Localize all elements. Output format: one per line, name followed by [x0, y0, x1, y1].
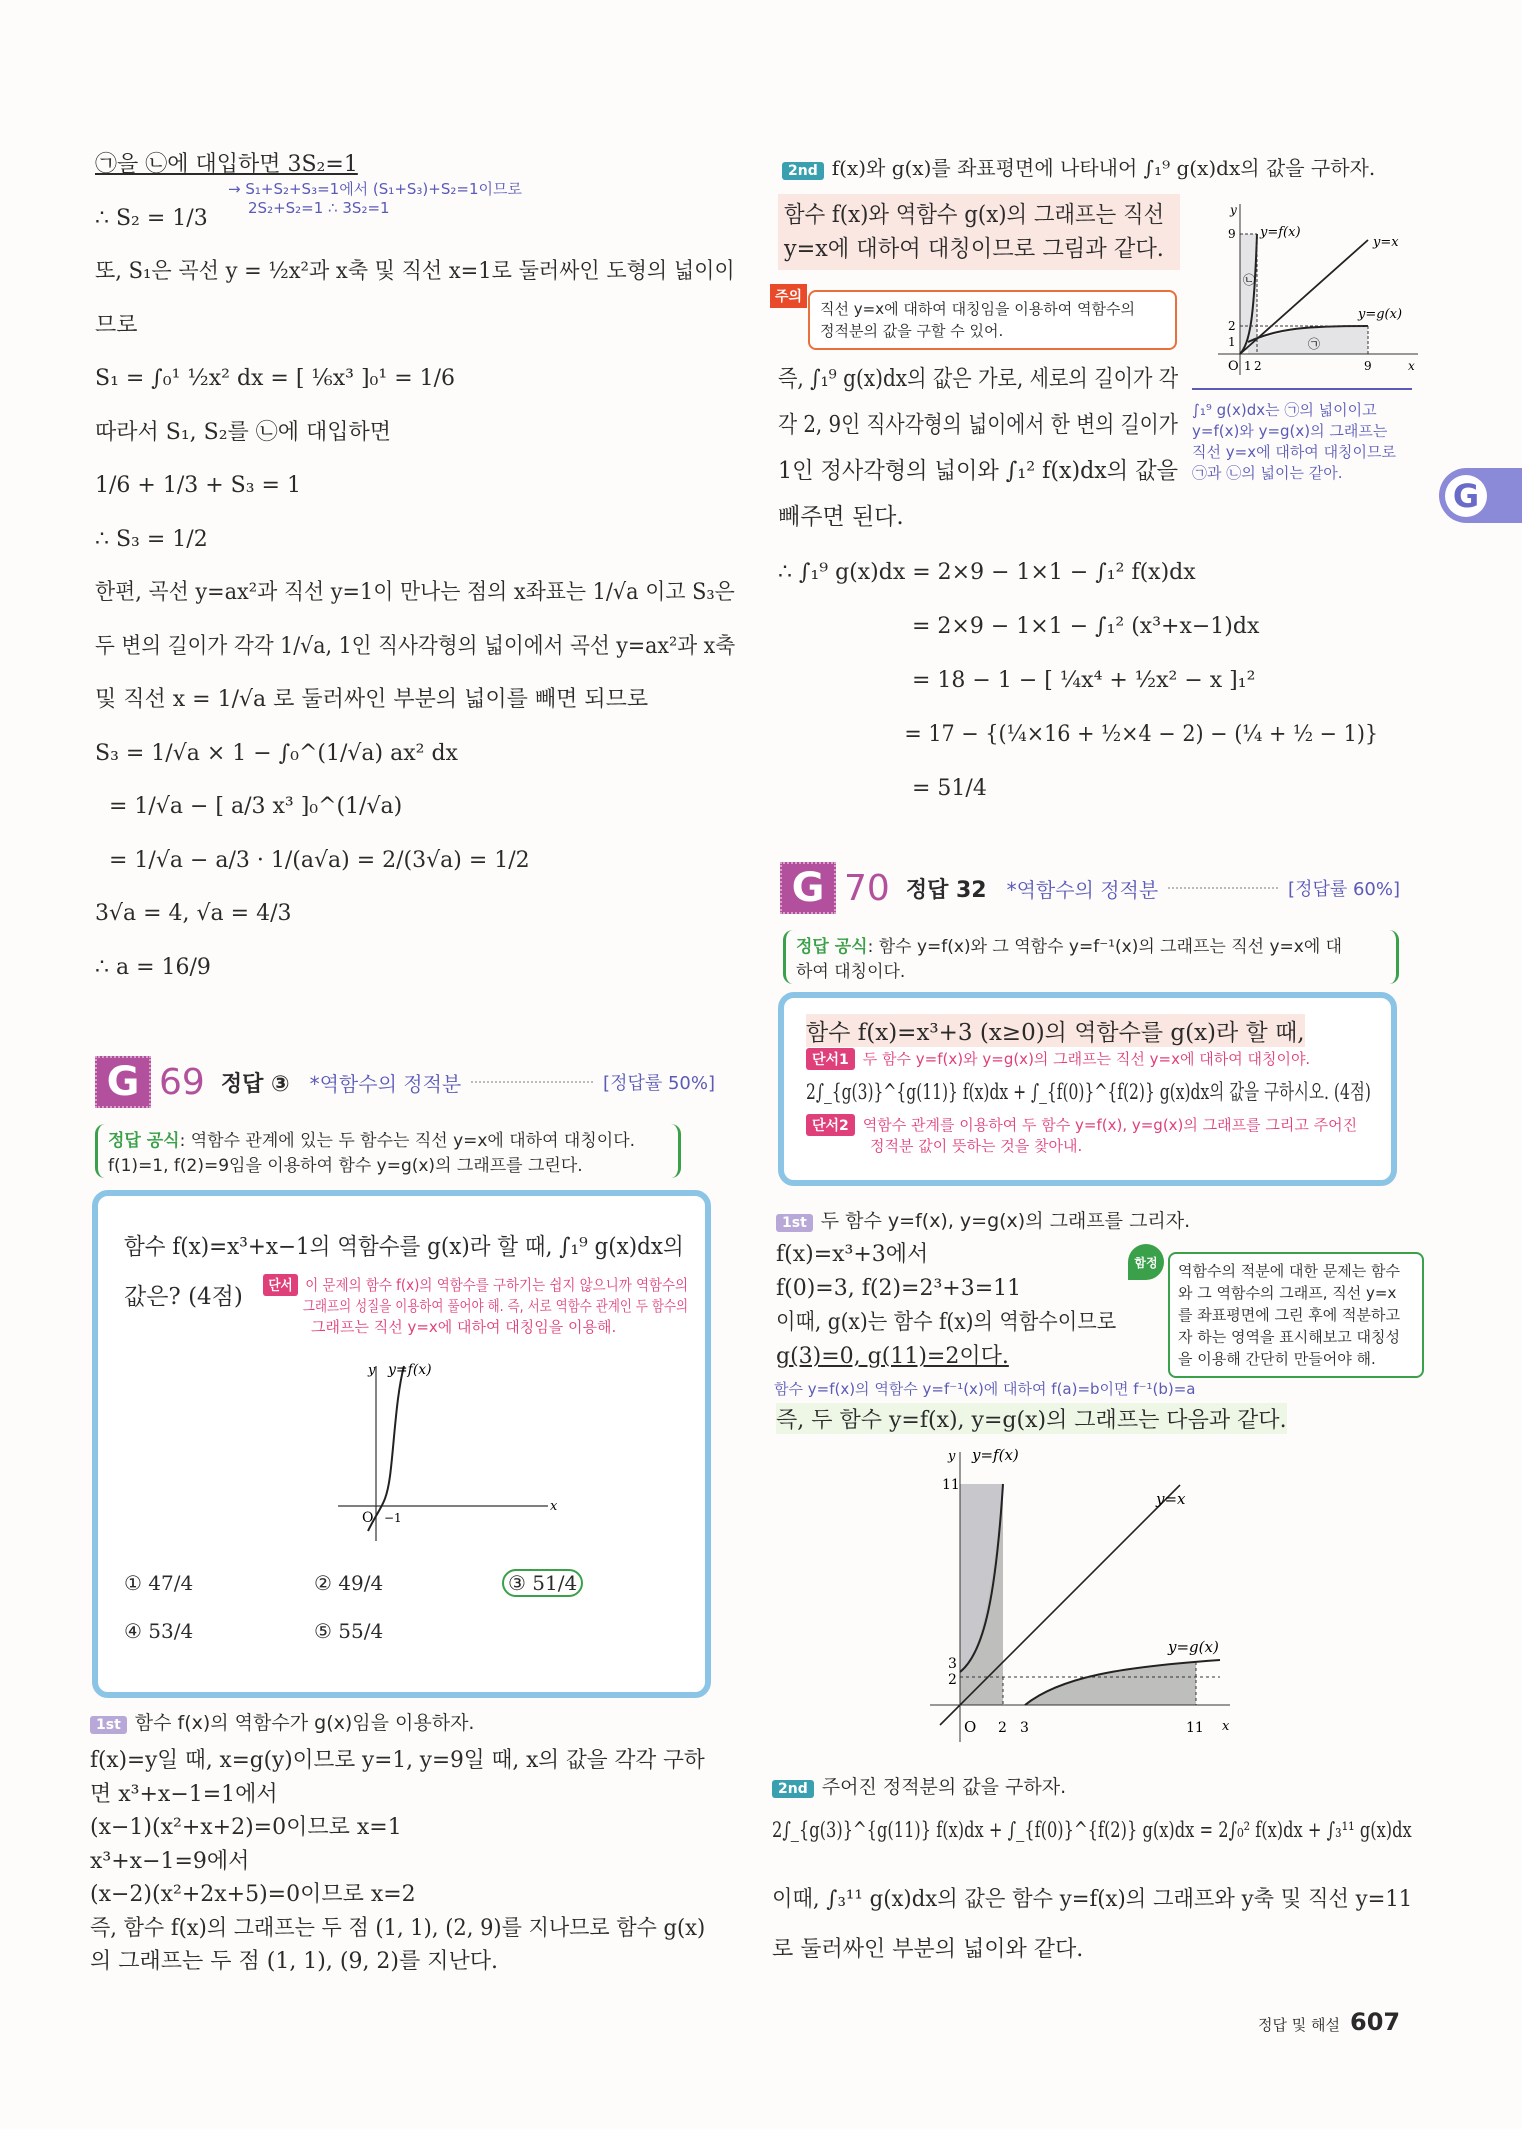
step-text: 함수 f(x)의 역함수가 g(x)임을 이용하자. [134, 1712, 475, 1734]
text-line: 므로 [95, 312, 138, 338]
tick-label: 11 [942, 1477, 960, 1493]
text-line: (x−2)(x²+2x+5)=0이므로 x=2 [90, 1882, 416, 1907]
formula-label: 정답 공식 [796, 937, 868, 957]
trap-box [1168, 1252, 1424, 1378]
tick-label: −1 [384, 1511, 402, 1525]
text-line: 역함수의 적분에 대한 문제는 함수 [1178, 1262, 1400, 1280]
text-line: 1인 정사각형의 넓이와 ∫₁² f(x)dx의 값을 [778, 458, 1178, 484]
text-line: (x−1)(x²+x+2)=0이므로 x=1 [90, 1815, 402, 1840]
text-line: = 2×9 − 1×1 − ∫₁² (x³+x−1)dx [912, 614, 1260, 639]
text-line: ∴ ∫₁⁹ g(x)dx = 2×9 − 1×1 − ∫₁² f(x)dx [778, 560, 1196, 585]
equation: 2∫_{g(3)}^{g(11)} f(x)dx + ∫_{f(0)}^{f(2)} g(x)dx = 2∫₀² f(x)dx + ∫₃¹¹ g(x)dx [772, 1818, 1412, 1842]
solution-line: 로 둘러싸인 부분의 넓이와 같다. [772, 1937, 1084, 1962]
hint-tag: 단서2 [806, 1114, 855, 1136]
tick-label: 9 [1228, 227, 1236, 241]
curve-label: y=g(x) [1168, 1638, 1219, 1656]
text-line: 한편, 곡선 y=ax²과 직선 y=1이 만나는 점의 x좌표는 1/√a 이고 S₃은 [95, 580, 735, 605]
choice-2[interactable]: ② 49/4 [314, 1571, 384, 1595]
trap-tag: 함정 [1128, 1244, 1164, 1280]
problem-69-solution [90, 1744, 735, 1979]
footer-label: 정답 및 해설 [1258, 2016, 1340, 2034]
step-text: 주어진 정적분의 값을 구하자. [821, 1776, 1067, 1798]
step-tag: 1st [776, 1214, 813, 1232]
hint-line: 그래프의 성질을 이용하여 풀어야 해. 즉, 서로 역함수 관계인 두 함수의 [302, 1297, 689, 1315]
problem-69-header [95, 1056, 715, 1108]
tick-label: 2 [948, 1672, 957, 1688]
problem-number: 69 [159, 1061, 205, 1103]
problem-text: 2∫_{g(3)}^{g(11)} f(x)dx + ∫_{f(0)}^{f(2)} g(x)dx의 값을 구하시오. (4점) [806, 1080, 1371, 1104]
hint-1 [806, 1048, 1310, 1070]
text-line: S₃ = 1/√a × 1 − ∫₀^(1/√a) ax² dx [95, 740, 458, 766]
graph-note [1192, 388, 1412, 484]
choices [124, 1571, 684, 1643]
text-line: 즉, 함수 f(x)의 그래프는 두 점 (1, 1), (2, 9)를 지나므로 함수 g(x) [90, 1915, 706, 1941]
problem-70-box [778, 992, 1397, 1186]
topic-label: *역함수의 정적분 [309, 1071, 462, 1096]
note-line: → S₁+S₂+S₃=1에서 (S₁+S₃)+S₂=1이므로 [228, 180, 522, 198]
page-number: 607 [1350, 2008, 1401, 2036]
text-line: f(0)=3, f(2)=2³+3=11 [776, 1276, 1022, 1301]
problem-text: 함수 f(x)=x³+3 (x≥0)의 역함수를 g(x)라 할 때, [806, 1014, 1305, 1047]
hint-line: 이 문제의 함수 f(x)의 역함수를 구하기는 쉽지 않으니까 역함수의 [305, 1276, 689, 1294]
problem-70-solution [776, 1238, 1147, 1374]
note-line: 직선 y=x에 대하여 대칭이므로 [1192, 443, 1397, 461]
text-line: 1/6 + 1/3 + S₃ = 1 [95, 473, 301, 498]
tick-label: 11 [1186, 1720, 1204, 1736]
solution-line: 즉, 두 함수 y=f(x), y=g(x)의 그래프는 다음과 같다. [776, 1403, 1287, 1434]
answer-formula [95, 1124, 681, 1178]
tick-label: 2 [1254, 359, 1262, 373]
text-line: x³+x−1=9에서 [90, 1848, 250, 1874]
formula-label: 정답 공식 [108, 1131, 180, 1151]
text-line: = 17 − {(¼×16 + ½×4 − 2) − (¼ + ½ − 1)} [904, 722, 1379, 747]
note-line: ∫₁⁹ g(x)dx는 ㉠의 넓이이고 [1192, 401, 1377, 419]
text-line: 의 그래프는 두 점 (1, 1), (9, 2)를 지난다. [90, 1949, 499, 1974]
problem-70-header [780, 862, 1400, 914]
chapter-badge: G [95, 1056, 151, 1108]
curve-label: y=f(x) [972, 1446, 1019, 1464]
text-line: = 51/4 [912, 776, 987, 801]
origin-label: O [1228, 359, 1239, 374]
tick-label: 2 [1228, 319, 1236, 333]
axis-label: x [550, 1499, 558, 1514]
choice-4[interactable]: ④ 53/4 [124, 1619, 194, 1643]
correct-rate: [정답률 50%] [603, 1073, 715, 1094]
problem-text: 값은? (4점) [124, 1284, 243, 1310]
axis-label: y [948, 1449, 956, 1464]
text-line: 을 이용해 간단히 만들어야 해. [1178, 1350, 1376, 1368]
text-line: S₁ = ∫₀¹ ½x² dx = [ ⅙x³ ]₀¹ = 1/6 [95, 366, 456, 391]
curve-label: y=f(x) [1260, 225, 1301, 240]
tick-label: 9 [1364, 359, 1372, 373]
step-2-heading [772, 1772, 1066, 1799]
step-tag: 2nd [772, 1780, 814, 1798]
highlight-line: y=x에 대하여 대칭이므로 그림과 같다. [784, 236, 1164, 262]
note-line: 2S₂+S₂=1 ∴ 3S₂=1 [248, 199, 390, 217]
caution-tag: 주의 [770, 284, 807, 308]
step-1-heading [90, 1708, 474, 1735]
text-line: 이때, g(x)는 함수 f(x)의 역함수이므로 [776, 1310, 1117, 1335]
hint-line: 역함수 관계를 이용하여 두 함수 y=f(x), y=g(x)의 그래프를 그리고 주어진 [862, 1116, 1358, 1134]
problem-text: 함수 f(x)=x³+x−1의 역함수를 g(x)라 할 때, ∫₁⁹ g(x)dx의 [124, 1234, 684, 1260]
hint-line: 정적분 값이 뜻하는 것을 찾아내. [870, 1137, 1083, 1155]
tick-label: 3 [948, 1656, 957, 1672]
note-line: ㉠과 ㉡의 넓이는 같아. [1192, 464, 1343, 482]
text-line: ㉠을 ㉡에 대입하면 3S₂=1 [95, 152, 358, 177]
hint-2 [806, 1114, 1357, 1156]
formula-text: f(1)=1, f(2)=9임을 이용하여 함수 y=g(x)의 그래프를 그린다. [108, 1156, 583, 1176]
text-line: 각 2, 9인 직사각형의 넓이에서 한 변의 길이가 [778, 412, 1178, 438]
problem-number: 70 [844, 867, 890, 909]
choice-1[interactable]: ① 47/4 [124, 1571, 194, 1595]
text-line: = 1/√a − [ a/3 x³ ]₀^(1/√a) [109, 794, 403, 819]
text-line: 및 직선 x = 1/√a 로 둘러싸인 부분의 넓이를 빼면 되므로 [95, 687, 649, 712]
hint-line: 두 함수 y=f(x)와 y=g(x)의 그래프는 직선 y=x에 대하여 대칭이야. [862, 1050, 1311, 1068]
inverse-graph-2 [920, 1442, 1240, 1752]
text-line: g(3)=0, g(11)=2이다. [776, 1344, 1009, 1369]
answer-label: 정답 32 [905, 877, 987, 903]
tick-label: 1 [1228, 335, 1236, 349]
text-line: 두 변의 길이가 각각 1/√a, 1인 직사각형의 넓이에서 곡선 y=ax²과 x축 [95, 633, 736, 659]
correct-rate: [정답률 60%] [1288, 879, 1400, 900]
highlight-line: 함수 f(x)와 역함수 g(x)의 그래프는 직선 [784, 202, 1165, 228]
step-tag: 2nd [782, 162, 824, 180]
left-solution-continued [95, 138, 780, 994]
hint-tag: 단서1 [806, 1048, 855, 1070]
cubic-graph [328, 1356, 568, 1546]
hint-line: 그래프는 직선 y=x에 대하여 대칭임을 이용해. [311, 1318, 617, 1336]
caution-box [808, 290, 1177, 350]
caution-line: 정적분의 값을 구할 수 있어. [820, 322, 1004, 340]
answer-formula [783, 930, 1399, 984]
chapter-badge: G [780, 862, 836, 914]
step-text: 두 함수 y=f(x), y=g(x)의 그래프를 그리자. [820, 1210, 1191, 1232]
region-label: ㉠ [1308, 337, 1321, 351]
choice-5[interactable]: ⑤ 55/4 [314, 1619, 384, 1643]
text-line: ∴ S₂ = 1/3 [95, 205, 208, 231]
text-line: 빼주면 된다. [778, 504, 904, 530]
solution-line: 이때, ∫₃¹¹ g(x)dx의 값은 함수 y=f(x)의 그래프와 y축 및 직선 y=11 [772, 1887, 1413, 1912]
answer-label: 정답 ③ [220, 1071, 290, 1097]
axis-label: x [1222, 1719, 1230, 1734]
topic-label: *역함수의 정적분 [1006, 877, 1159, 902]
tick-label: 3 [1020, 1720, 1029, 1736]
axis-label: x [1408, 359, 1415, 373]
text-line: = 18 − 1 − [ ¼x⁴ + ½x² − x ]₁² [912, 668, 1256, 693]
axis-label: y [368, 1363, 376, 1378]
text-line: = 1/√a − a/3 · 1/(a√a) = 2/(3√a) = 1/2 [109, 847, 530, 873]
tick-label: 2 [998, 1720, 1007, 1736]
curve-label: y=f(x) [388, 1362, 432, 1378]
origin-label: O [964, 1718, 977, 1736]
text-line: 자 하는 영역을 표시해보고 대칭성 [1178, 1328, 1400, 1346]
hint [263, 1274, 774, 1338]
highlight-box [778, 194, 1180, 270]
axis-label: y [1230, 203, 1237, 217]
line-label: y=x [1373, 235, 1399, 250]
hint-tag: 단서 [263, 1274, 298, 1296]
text-line: 면 x³+x−1=1에서 [90, 1781, 278, 1807]
problem-69-box [92, 1190, 711, 1698]
calculation [778, 546, 1414, 816]
origin-label: O [362, 1510, 374, 1526]
step-tag: 1st [90, 1716, 127, 1734]
inverse-note: 함수 y=f(x)의 역함수 y=f⁻¹(x)에 대하여 f(a)=b이면 f⁻¹(b)=a [774, 1380, 1196, 1398]
note-line: y=f(x)와 y=g(x)의 그래프는 [1192, 422, 1388, 440]
region-label: ㉡ [1243, 273, 1256, 287]
step-2-heading [782, 152, 1375, 181]
step-1-heading [776, 1206, 1190, 1233]
footer [1258, 2008, 1400, 2036]
text-line: 또, S₁은 곡선 y = ½x²과 x축 및 직선 x=1로 둘러싸인 도형의 넓이이 [95, 259, 735, 284]
chapter-tab-label: G [1445, 475, 1487, 517]
line-label: y=x [1156, 1490, 1186, 1508]
text-line: f(x)=y일 때, x=g(y)이므로 y=1, y=9일 때, x의 값을 각각 구하 [90, 1748, 705, 1773]
margin-note [228, 178, 522, 217]
text-line: f(x)=x³+3에서 [776, 1242, 929, 1267]
explanation [778, 356, 1243, 540]
formula-text: : 함수 y=f(x)와 그 역함수 y=f⁻¹(x)의 그래프는 직선 y=x에 대 [867, 937, 1343, 957]
text-line: 따라서 S₁, S₂를 ㉡에 대입하면 [95, 419, 392, 445]
text-line: 즉, ∫₁⁹ g(x)dx의 값은 가로, 세로의 길이가 각 [778, 366, 1179, 392]
text-line: 와 그 역함수의 그래프, 직선 y=x [1178, 1284, 1397, 1302]
text-line: 3√a = 4, √a = 4/3 [95, 901, 292, 926]
text-line: ∴ a = 16/9 [95, 954, 211, 980]
curve-label: y=g(x) [1358, 307, 1403, 322]
text-line: 를 좌표평면에 그린 후에 적분하고 [1178, 1306, 1400, 1324]
tick-label: 1 [1244, 359, 1252, 373]
text-line: ∴ S₃ = 1/2 [95, 526, 208, 552]
step-text: f(x)와 g(x)를 좌표평면에 나타내어 ∫₁⁹ g(x)dx의 값을 구하자. [831, 156, 1376, 180]
caution-line: 직선 y=x에 대하여 대칭임을 이용하여 역함수의 [820, 300, 1135, 318]
chapter-side-tab[interactable] [1439, 468, 1522, 523]
formula-text: : 역함수 관계에 있는 두 함수는 직선 y=x에 대하여 대칭이다. [179, 1131, 636, 1151]
formula-text: 하여 대칭이다. [796, 962, 906, 982]
choice-3-correct[interactable]: ③ 51/4 [504, 1571, 581, 1595]
inverse-graph-1 [1218, 200, 1418, 380]
